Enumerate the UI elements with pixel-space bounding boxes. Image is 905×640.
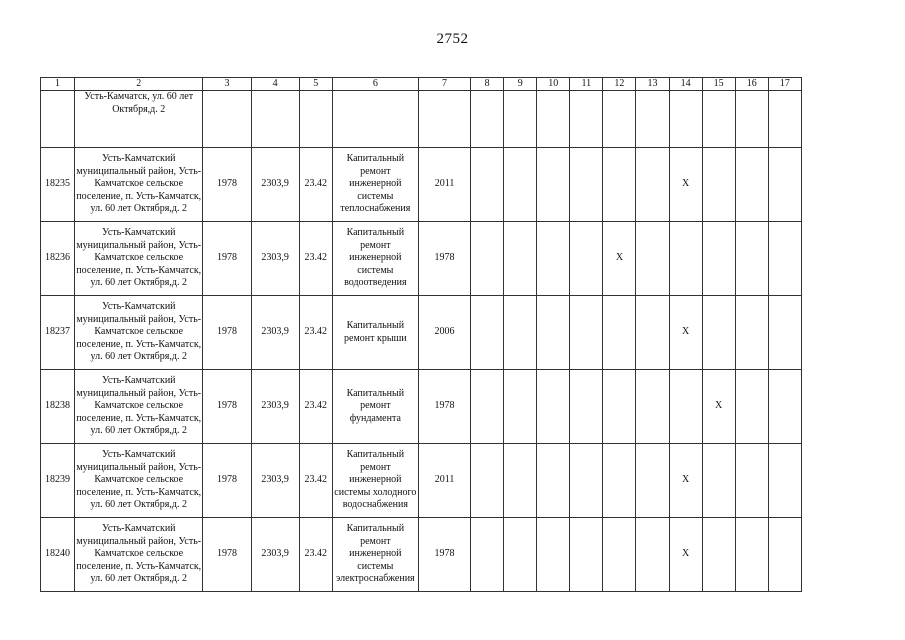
cell-col-16	[735, 296, 768, 370]
cell-col-11	[570, 370, 603, 444]
cell-col-15	[702, 518, 735, 592]
column-number: 15	[702, 78, 735, 91]
table-row	[41, 296, 802, 370]
cell-col-13	[636, 518, 669, 592]
cell-col-14	[669, 91, 702, 148]
table-row	[41, 444, 802, 518]
cell-wear	[299, 91, 332, 148]
cell-work: Капитальный ремонт инженерной системы холодного водоснабжения	[332, 444, 418, 518]
cell-col-15	[702, 91, 735, 148]
cell-col-8	[471, 518, 504, 592]
cell-last-year: 1978	[418, 370, 470, 444]
cell-col-13	[636, 370, 669, 444]
column-number: 17	[768, 78, 801, 91]
cell-year: 1978	[203, 518, 251, 592]
cell-col-9	[504, 370, 537, 444]
column-number: 5	[299, 78, 332, 91]
column-number: 4	[251, 78, 299, 91]
mark-cell: X	[702, 370, 735, 444]
cell-id: 18240	[41, 518, 75, 592]
cell-col-17	[768, 296, 801, 370]
column-number: 10	[537, 78, 570, 91]
cell-col-8	[471, 370, 504, 444]
cell-col-10	[537, 370, 570, 444]
cell-col-15	[702, 444, 735, 518]
column-number: 8	[471, 78, 504, 91]
cell-work: Капитальный ремонт инженерной системы водоотведения	[332, 222, 418, 296]
cell-col-10	[537, 296, 570, 370]
cell-wear: 23.42	[299, 444, 332, 518]
column-number: 12	[603, 78, 636, 91]
cell-col-12	[603, 296, 636, 370]
cell-col-15	[702, 222, 735, 296]
cell-wear: 23.42	[299, 370, 332, 444]
cell-col-15	[702, 296, 735, 370]
cell-id: 18236	[41, 222, 75, 296]
cell-col-8	[471, 444, 504, 518]
cell-col-11	[570, 148, 603, 222]
cell-last-year: 2006	[418, 296, 470, 370]
cell-wear: 23.42	[299, 296, 332, 370]
cell-col-10	[537, 148, 570, 222]
cell-col-10	[537, 222, 570, 296]
cell-area: 2303,9	[251, 518, 299, 592]
cell-col-17	[768, 148, 801, 222]
cell-col-9	[504, 91, 537, 148]
cell-address: Усть-Камчатский муниципальный район, Усть-Камчатское сельское поселение, п. Усть-Камчатск, ул. 60 лет Октября,д. 2	[75, 370, 203, 444]
column-number: 14	[669, 78, 702, 91]
cell-col-8	[471, 222, 504, 296]
cell-col-9	[504, 222, 537, 296]
cell-address: Усть-Камчатский муниципальный район, Усть-Камчатское сельское поселение, п. Усть-Камчатск, ул. 60 лет Октября,д. 2	[75, 222, 203, 296]
cell-col-9	[504, 444, 537, 518]
cell-col-11	[570, 296, 603, 370]
cell-col-17	[768, 222, 801, 296]
cell-col-10	[537, 91, 570, 148]
column-number: 9	[504, 78, 537, 91]
cell-address: Усть-Камчатск, ул. 60 лет Октября,д. 2	[75, 91, 203, 148]
cell-year: 1978	[203, 370, 251, 444]
cell-col-13	[636, 296, 669, 370]
cell-col-15	[702, 148, 735, 222]
cell-col-8	[471, 296, 504, 370]
cell-last-year: 1978	[418, 518, 470, 592]
cell-last-year: 2011	[418, 444, 470, 518]
cell-work: Капитальный ремонт инженерной системы электроснабжения	[332, 518, 418, 592]
column-number: 6	[332, 78, 418, 91]
cell-wear: 23.42	[299, 148, 332, 222]
cell-col-10	[537, 518, 570, 592]
cell-id: 18239	[41, 444, 75, 518]
cell-col-16	[735, 222, 768, 296]
column-number: 3	[203, 78, 251, 91]
cell-work	[332, 91, 418, 148]
cell-col-11	[570, 518, 603, 592]
cell-col-9	[504, 148, 537, 222]
cell-col-17	[768, 444, 801, 518]
cell-col-11	[570, 444, 603, 518]
cell-col-13	[636, 148, 669, 222]
cell-col-13	[636, 91, 669, 148]
cell-col-14	[669, 370, 702, 444]
cell-work: Капитальный ремонт фундамента	[332, 370, 418, 444]
cell-col-16	[735, 444, 768, 518]
cell-area	[251, 91, 299, 148]
cell-col-12	[603, 370, 636, 444]
cell-id	[41, 91, 75, 148]
table-row	[41, 222, 802, 296]
cell-col-16	[735, 148, 768, 222]
cell-col-16	[735, 518, 768, 592]
cell-col-11	[570, 222, 603, 296]
cell-col-8	[471, 91, 504, 148]
cell-col-11	[570, 91, 603, 148]
cell-address: Усть-Камчатский муниципальный район, Усть-Камчатское сельское поселение, п. Усть-Камчатск, ул. 60 лет Октября,д. 2	[75, 296, 203, 370]
mark-cell: X	[669, 148, 702, 222]
column-number: 7	[418, 78, 470, 91]
mark-cell: X	[603, 222, 636, 296]
cell-col-17	[768, 370, 801, 444]
cell-area: 2303,9	[251, 222, 299, 296]
repair-schedule-table	[40, 77, 802, 592]
column-number: 16	[735, 78, 768, 91]
cell-area: 2303,9	[251, 148, 299, 222]
cell-wear: 23.42	[299, 222, 332, 296]
table-row	[41, 518, 802, 592]
cell-id: 18238	[41, 370, 75, 444]
cell-wear: 23.42	[299, 518, 332, 592]
cell-id: 18237	[41, 296, 75, 370]
cell-col-13	[636, 222, 669, 296]
cell-last-year: 2011	[418, 148, 470, 222]
column-number-row	[41, 78, 802, 91]
table-row	[41, 370, 802, 444]
column-number: 1	[41, 78, 75, 91]
page-number: 2752	[436, 31, 469, 47]
continuation-row	[41, 91, 802, 148]
cell-col-10	[537, 444, 570, 518]
cell-address: Усть-Камчатский муниципальный район, Усть-Камчатское сельское поселение, п. Усть-Камчатск, ул. 60 лет Октября,д. 2	[75, 518, 203, 592]
cell-year	[203, 91, 251, 148]
table-row	[41, 148, 802, 222]
cell-col-17	[768, 518, 801, 592]
cell-work: Капитальный ремонт инженерной системы теплоснабжения	[332, 148, 418, 222]
cell-col-16	[735, 91, 768, 148]
cell-col-12	[603, 518, 636, 592]
column-number: 11	[570, 78, 603, 91]
cell-work: Капитальный ремонт крыши	[332, 296, 418, 370]
cell-col-14	[669, 222, 702, 296]
cell-col-17	[768, 91, 801, 148]
cell-address: Усть-Камчатский муниципальный район, Усть-Камчатское сельское поселение, п. Усть-Камчатск, ул. 60 лет Октября,д. 2	[75, 444, 203, 518]
cell-last-year	[418, 91, 470, 148]
cell-col-12	[603, 444, 636, 518]
mark-cell: X	[669, 444, 702, 518]
column-number: 13	[636, 78, 669, 91]
mark-cell: X	[669, 518, 702, 592]
cell-area: 2303,9	[251, 444, 299, 518]
cell-area: 2303,9	[251, 370, 299, 444]
cell-col-9	[504, 518, 537, 592]
mark-cell: X	[669, 296, 702, 370]
cell-area: 2303,9	[251, 296, 299, 370]
cell-year: 1978	[203, 148, 251, 222]
cell-address: Усть-Камчатский муниципальный район, Усть-Камчатское сельское поселение, п. Усть-Камчатск, ул. 60 лет Октября,д. 2	[75, 148, 203, 222]
cell-col-12	[603, 91, 636, 148]
cell-col-12	[603, 148, 636, 222]
cell-id: 18235	[41, 148, 75, 222]
cell-col-13	[636, 444, 669, 518]
column-number: 2	[75, 78, 203, 91]
cell-col-9	[504, 296, 537, 370]
cell-year: 1978	[203, 222, 251, 296]
cell-col-16	[735, 370, 768, 444]
cell-col-8	[471, 148, 504, 222]
cell-year: 1978	[203, 296, 251, 370]
cell-last-year: 1978	[418, 222, 470, 296]
cell-year: 1978	[203, 444, 251, 518]
